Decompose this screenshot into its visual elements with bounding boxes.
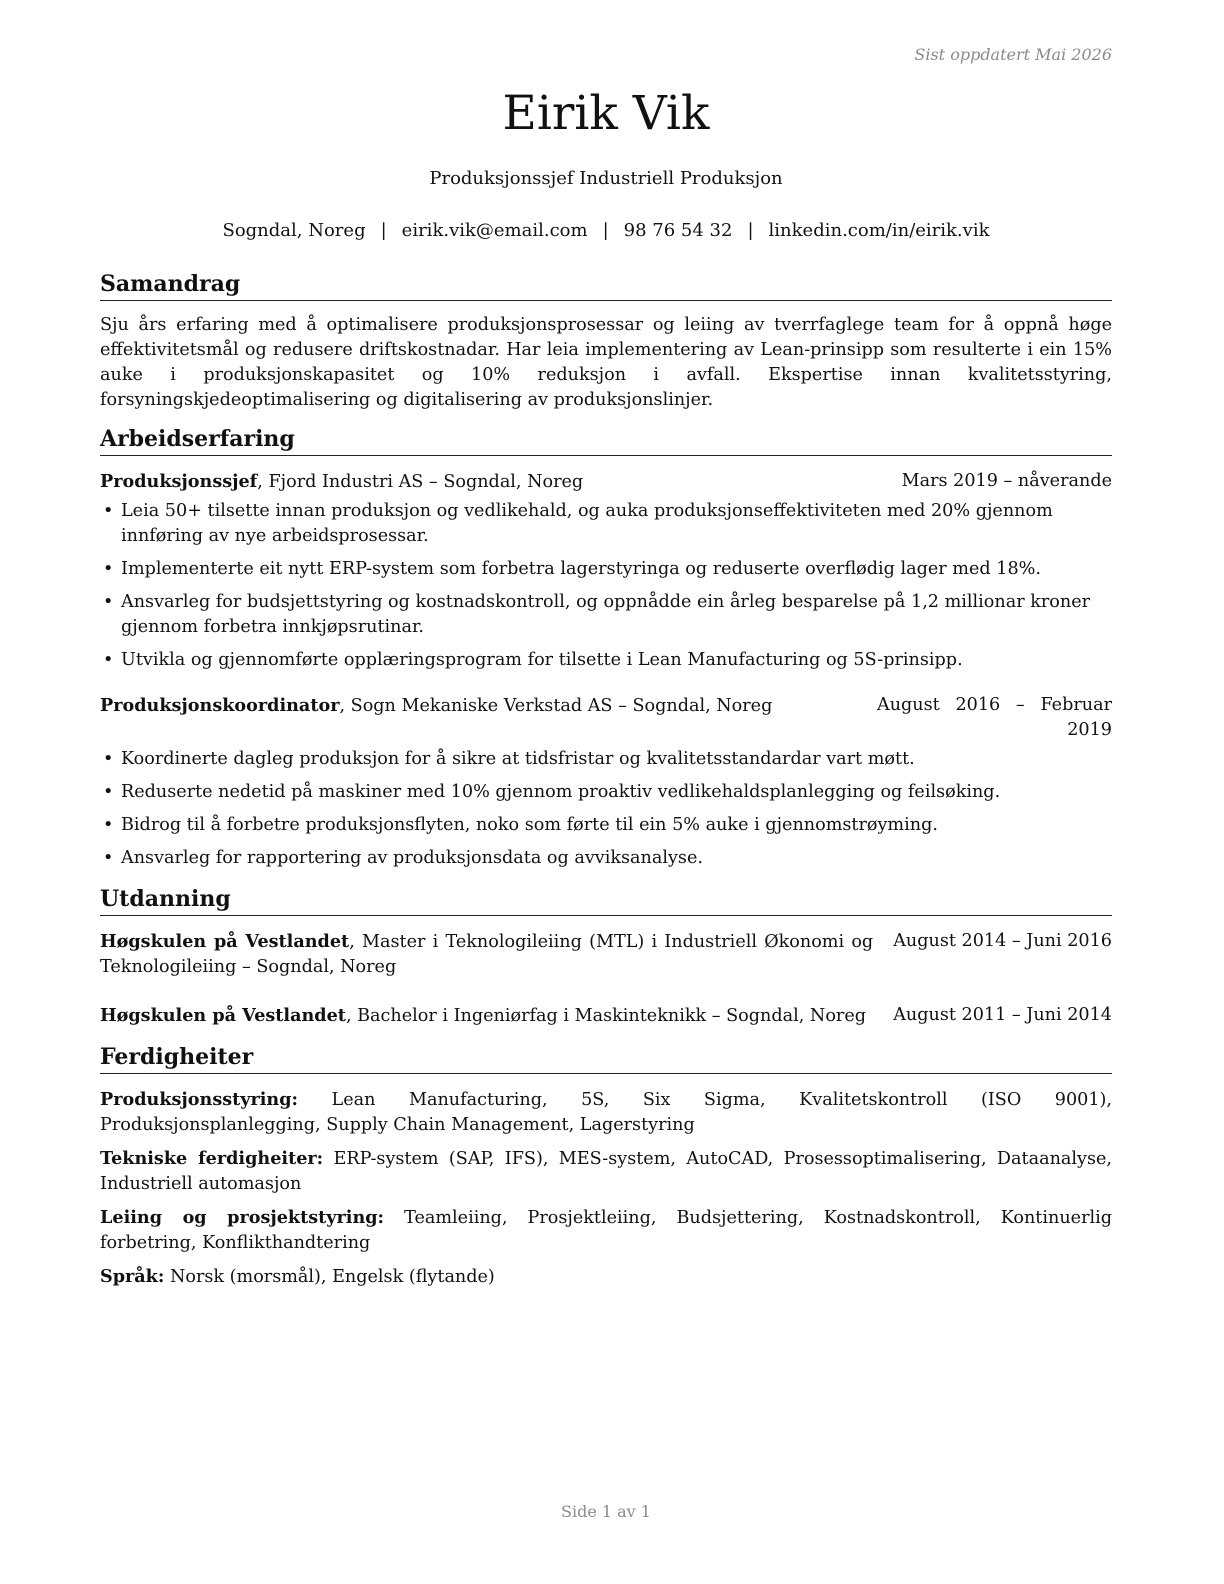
list-item <box>100 557 1112 582</box>
bullet-icon: • <box>103 749 114 769</box>
bullet-icon: • <box>103 559 114 579</box>
job-header <box>100 693 1112 743</box>
skills-section <box>100 1043 1112 1290</box>
bullet-text: Leia 50+ tilsette innan produksjon og vedlikehald, og auka produksjonseffektiviteten med 20% gjennom innføring av nye arbeidsprosessar. <box>121 501 1053 546</box>
education-dates: August 2011 – Juni 2014 <box>893 1005 1112 1025</box>
skill-label: Språk: <box>100 1266 165 1287</box>
contact-separator: | <box>747 220 754 241</box>
skill-label: Leiing og prosjektstyring: <box>100 1207 385 1228</box>
bullet-icon: • <box>103 782 114 802</box>
job-org: , Fjord Industri AS – Sogndal, Noreg <box>257 472 584 492</box>
experience-section <box>100 425 1112 871</box>
candidate-name: Eirik Vik <box>502 86 710 141</box>
list-item <box>100 499 1112 549</box>
bullet-text: Utvikla og gjennomførte opplæringsprogram for tilsette i Lean Manufacturing og 5S-prinsipp. <box>121 650 963 670</box>
section-title: Arbeidserfaring <box>100 425 1112 456</box>
list-item <box>100 780 1112 805</box>
education-degree: , Master i Teknologileiing (MTL) i Industriell Økonomi og Teknologileiing – Sogndal, Noreg <box>100 932 874 977</box>
skill-value: Norsk (morsmål), Engelsk (flytande) <box>164 1267 495 1287</box>
education-school: Høgskulen på Vestlandet <box>100 1005 346 1026</box>
education-entry <box>100 929 1112 980</box>
contact-email[interactable]: eirik.vik@email.com <box>401 220 588 241</box>
skill-value: Teamleiing, Prosjektleiing, Budsjettering, Kostnadskontroll, Kontinuerlig forbetring, Konflikthandtering <box>100 1208 1112 1253</box>
job-title-line <box>100 469 882 495</box>
summary-text: Sju års erfaring med å optimalisere produksjonsprosessar og leiing av tverrfaglege team for å oppnå høge effektivitetsmål og redusere driftskostnadar. Har leia implementering av Lean-prinsipp som resulterte i ein 15% auke i produksjonskapasitet og 10% reduksjon i avfall. Ekspertise innan kvalitetsstyring, forsyningskjedeoptimalisering og digitalisering av produksjonslinjer. <box>100 315 1112 410</box>
bullet-icon: • <box>103 848 114 868</box>
skill-label: Produksjonsstyring: <box>100 1089 299 1110</box>
education-school: Høgskulen på Vestlandet <box>100 931 350 952</box>
education-dates: August 2014 – Juni 2016 <box>893 931 1112 951</box>
bullet-text: Reduserte nedetid på maskiner med 10% gjennom proaktiv vedlikehaldsplanlegging og feilsøking. <box>121 782 1001 802</box>
skill-label: Tekniske ferdigheiter: <box>100 1148 324 1169</box>
bullet-icon: • <box>103 815 114 835</box>
skill-value: ERP-system (SAP, IFS), MES-system, AutoCAD, Prosessoptimalisering, Dataanalyse, Industriell automasjon <box>100 1149 1112 1194</box>
list-item <box>100 846 1112 871</box>
section-title: Utdanning <box>100 885 1112 916</box>
education-line <box>100 929 873 980</box>
page-number: Side 1 av 1 <box>561 1502 651 1521</box>
job-title-line <box>100 693 857 743</box>
job-dates: Mars 2019 – nåverande <box>901 471 1112 491</box>
skill-line <box>100 1087 1112 1138</box>
skill-line <box>100 1264 1112 1290</box>
contact-linkedin[interactable]: linkedin.com/in/eirik.vik <box>768 220 990 241</box>
education-degree: , Bachelor i Ingeniørfag i Maskinteknikk – Sogndal, Noreg <box>345 1006 867 1026</box>
contact-phone: 98 76 54 32 <box>623 220 733 241</box>
contact-line <box>100 220 1112 241</box>
education-section <box>100 885 1112 1029</box>
summary-section <box>100 270 1112 413</box>
resume-body <box>100 270 1112 1290</box>
skill-line <box>100 1146 1112 1197</box>
skill-line <box>100 1205 1112 1256</box>
education-line <box>100 1003 873 1029</box>
job-role: Produksjonssjef <box>100 471 258 492</box>
resume-page <box>100 0 1112 1584</box>
bullet-text: Koordinerte dagleg produksjon for å sikre at tidsfristar og kvalitetsstandardar vart møtt. <box>121 749 915 769</box>
job-org: , Sogn Mekaniske Verkstad AS – Sogndal, Noreg <box>339 696 773 716</box>
job-header <box>100 469 1112 495</box>
bullet-icon: • <box>103 592 114 612</box>
education-entry <box>100 1003 1112 1029</box>
contact-separator: | <box>380 220 387 241</box>
last-updated: Sist oppdatert Mai 2026 <box>914 45 1112 64</box>
job-entry <box>100 469 1112 673</box>
list-item <box>100 590 1112 640</box>
contact-location: Sogndal, Noreg <box>222 220 366 241</box>
bullet-icon: • <box>103 501 114 521</box>
list-item <box>100 648 1112 673</box>
job-bullets <box>100 499 1112 673</box>
section-title: Samandrag <box>100 270 1112 301</box>
skill-value: Lean Manufacturing, 5S, Six Sigma, Kvalitetskontroll (ISO 9001), Produksjonsplanlegging, Supply Chain Management, Lagerstyring <box>100 1090 1112 1135</box>
job-entry <box>100 693 1112 871</box>
job-role: Produksjonskoordinator <box>100 695 340 716</box>
bullet-text: Implementerte eit nytt ERP-system som forbetra lagerstyringa og reduserte overflødig lager med 18%. <box>121 559 1041 579</box>
section-title: Ferdigheiter <box>100 1043 1112 1074</box>
bullet-text: Bidrog til å forbetre produksjonsflyten, noko som førte til ein 5% auke i gjennomstrøyming. <box>121 815 938 835</box>
contact-separator: | <box>602 220 609 241</box>
list-item <box>100 813 1112 838</box>
candidate-headline: Produksjonssjef Industriell Produksjon <box>429 168 783 189</box>
job-dates: August 2016 – Februar 2019 <box>877 695 1112 740</box>
job-bullets <box>100 747 1112 871</box>
bullet-text: Ansvarleg for budsjettstyring og kostnadskontroll, og oppnådde ein årleg besparelse på 1,2 millionar kroner gjennom forbetra innkjøpsrutinar. <box>121 592 1091 637</box>
bullet-icon: • <box>103 650 114 670</box>
bullet-text: Ansvarleg for rapportering av produksjonsdata og avviksanalyse. <box>121 848 703 868</box>
list-item <box>100 747 1112 772</box>
